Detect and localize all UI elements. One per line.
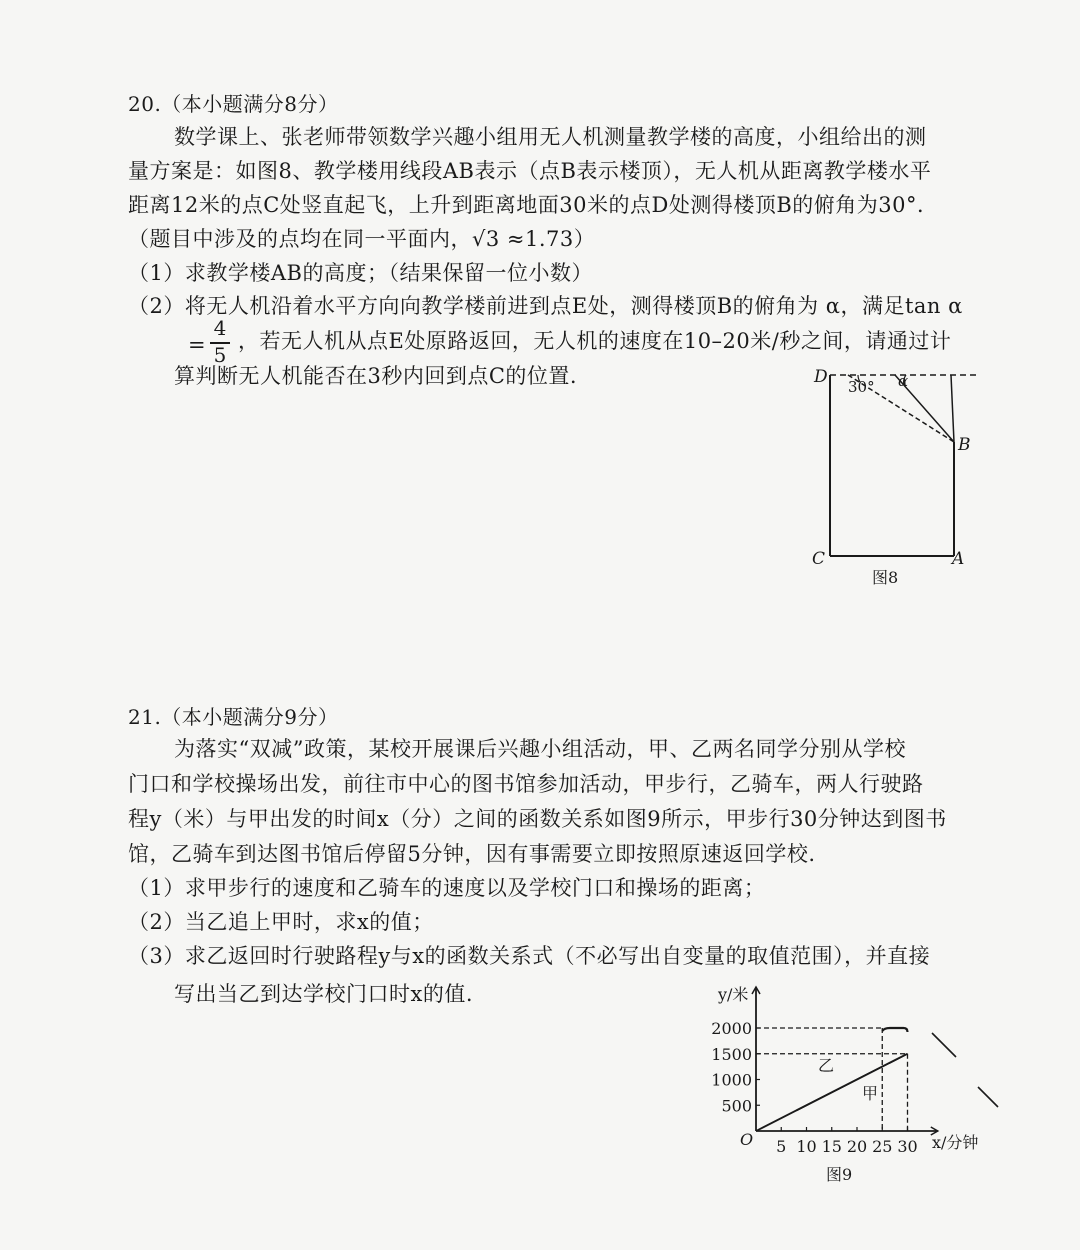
label-D: D [814,367,828,387]
q20-line-1: 数学课上、张老师带领数学兴趣小组用无人机测量教学楼的高度，小组给出的测 [174,125,927,149]
x-tick-label-10: 10 [796,1137,817,1156]
x-tick-label-25: 25 [872,1137,893,1156]
x-tick-label-5: 5 [776,1137,787,1156]
figure-9-caption: 图9 [826,1165,853,1184]
y-tick-label-2000: 2000 [711,1019,752,1038]
q21-part-3: （3）求乙返回时行驶路程y与x的函数关系式（不必写出自变量的取值范围），并直接 [128,944,931,968]
q20-part-2-eq: = [188,333,207,357]
figure-9-chart [690,975,1010,1190]
q20-line-3: 距离12米的点C处竖直起飞，上升到距离地面30米的点D处测得楼顶B的俯角为30°． [128,193,939,217]
x-tick-label-20: 20 [846,1137,868,1156]
y-tick-label-500: 500 [721,1096,752,1116]
plateau-line [882,1028,907,1032]
y-tick-label-1500: 1500 [711,1044,752,1064]
series-label-jia: 甲 [862,1084,879,1103]
q20-line-4: （题目中涉及的点均在同一平面内，√3 ≈1.73） [128,227,596,251]
q21-part-1: （1）求甲步行的速度和乙骑车的速度以及学校门口和操场的距离； [128,876,766,900]
q20-part-1: （1）求教学楼AB的高度；（结果保留一位小数） [128,261,593,285]
fraction-numerator: 4 [213,316,227,340]
q21-line-4: 馆，乙骑车到达图书馆后停留5分钟，因有事需要立即按照原速返回学校. [128,842,816,866]
figure-8-caption: 图8 [872,568,899,587]
q21-header: 21.（本小题满分9分） [128,705,339,729]
angle-alpha-label: α [898,372,909,390]
q20-part-2-line-2: ，若无人机从点E处原路返回，无人机的速度在10–20米/秒之间，请通过计 [238,329,952,353]
series-line-yi [796,1054,907,1111]
label-B: B [958,435,971,455]
y-tick-label-1000: 1000 [711,1070,752,1090]
y-axis-label: y/米 [718,985,749,1004]
dashed-vertical-edge [951,375,954,442]
q21-line-1: 为落实“双减”政策，某校开展课后兴趣小组活动，甲、乙两名同学分别从学校 [174,737,906,761]
q21-part-2: （2）当乙追上甲时，求x的值； [128,910,434,934]
scan-mark-1 [932,1033,956,1057]
angle-30-label: 30° [848,378,875,396]
q21-line-3: 程y（米）与甲出发的时间x（分）之间的函数关系如图9所示，甲步行30分钟达到图书 [128,807,947,831]
q20-header: 20.（本小题满分8分） [128,92,339,116]
figure-8 [800,360,990,590]
series-label-yi: 乙 [818,1056,835,1075]
x-tick-label-30: 30 [897,1137,918,1156]
label-A: A [952,549,965,569]
origin-label: O [740,1130,754,1149]
scan-mark-2 [978,1087,998,1107]
q20-part-2-line-1: （2）将无人机沿着水平方向向教学楼前进到点E处，测得楼顶B的俯角为 α，满足tan α [128,294,963,318]
q20-part-2-line-3: 算判断无人机能否在3秒内回到点C的位置. [174,364,578,388]
q21-part-3-cont: 写出当乙到达学校门口时x的值. [174,982,474,1006]
x-axis-label: x/分钟 [932,1133,979,1152]
label-C: C [812,549,826,569]
fraction-denominator: 5 [213,343,227,367]
q21-line-2: 门口和学校操场出发，前往市中心的图书馆参加活动，甲步行，乙骑车，两人行驶路 [128,772,924,796]
x-tick-label-15: 15 [821,1137,842,1156]
q20-line-2: 量方案是：如图8、教学楼用线段AB表示（点B表示楼顶），无人机从距离教学楼水平 [128,159,932,183]
